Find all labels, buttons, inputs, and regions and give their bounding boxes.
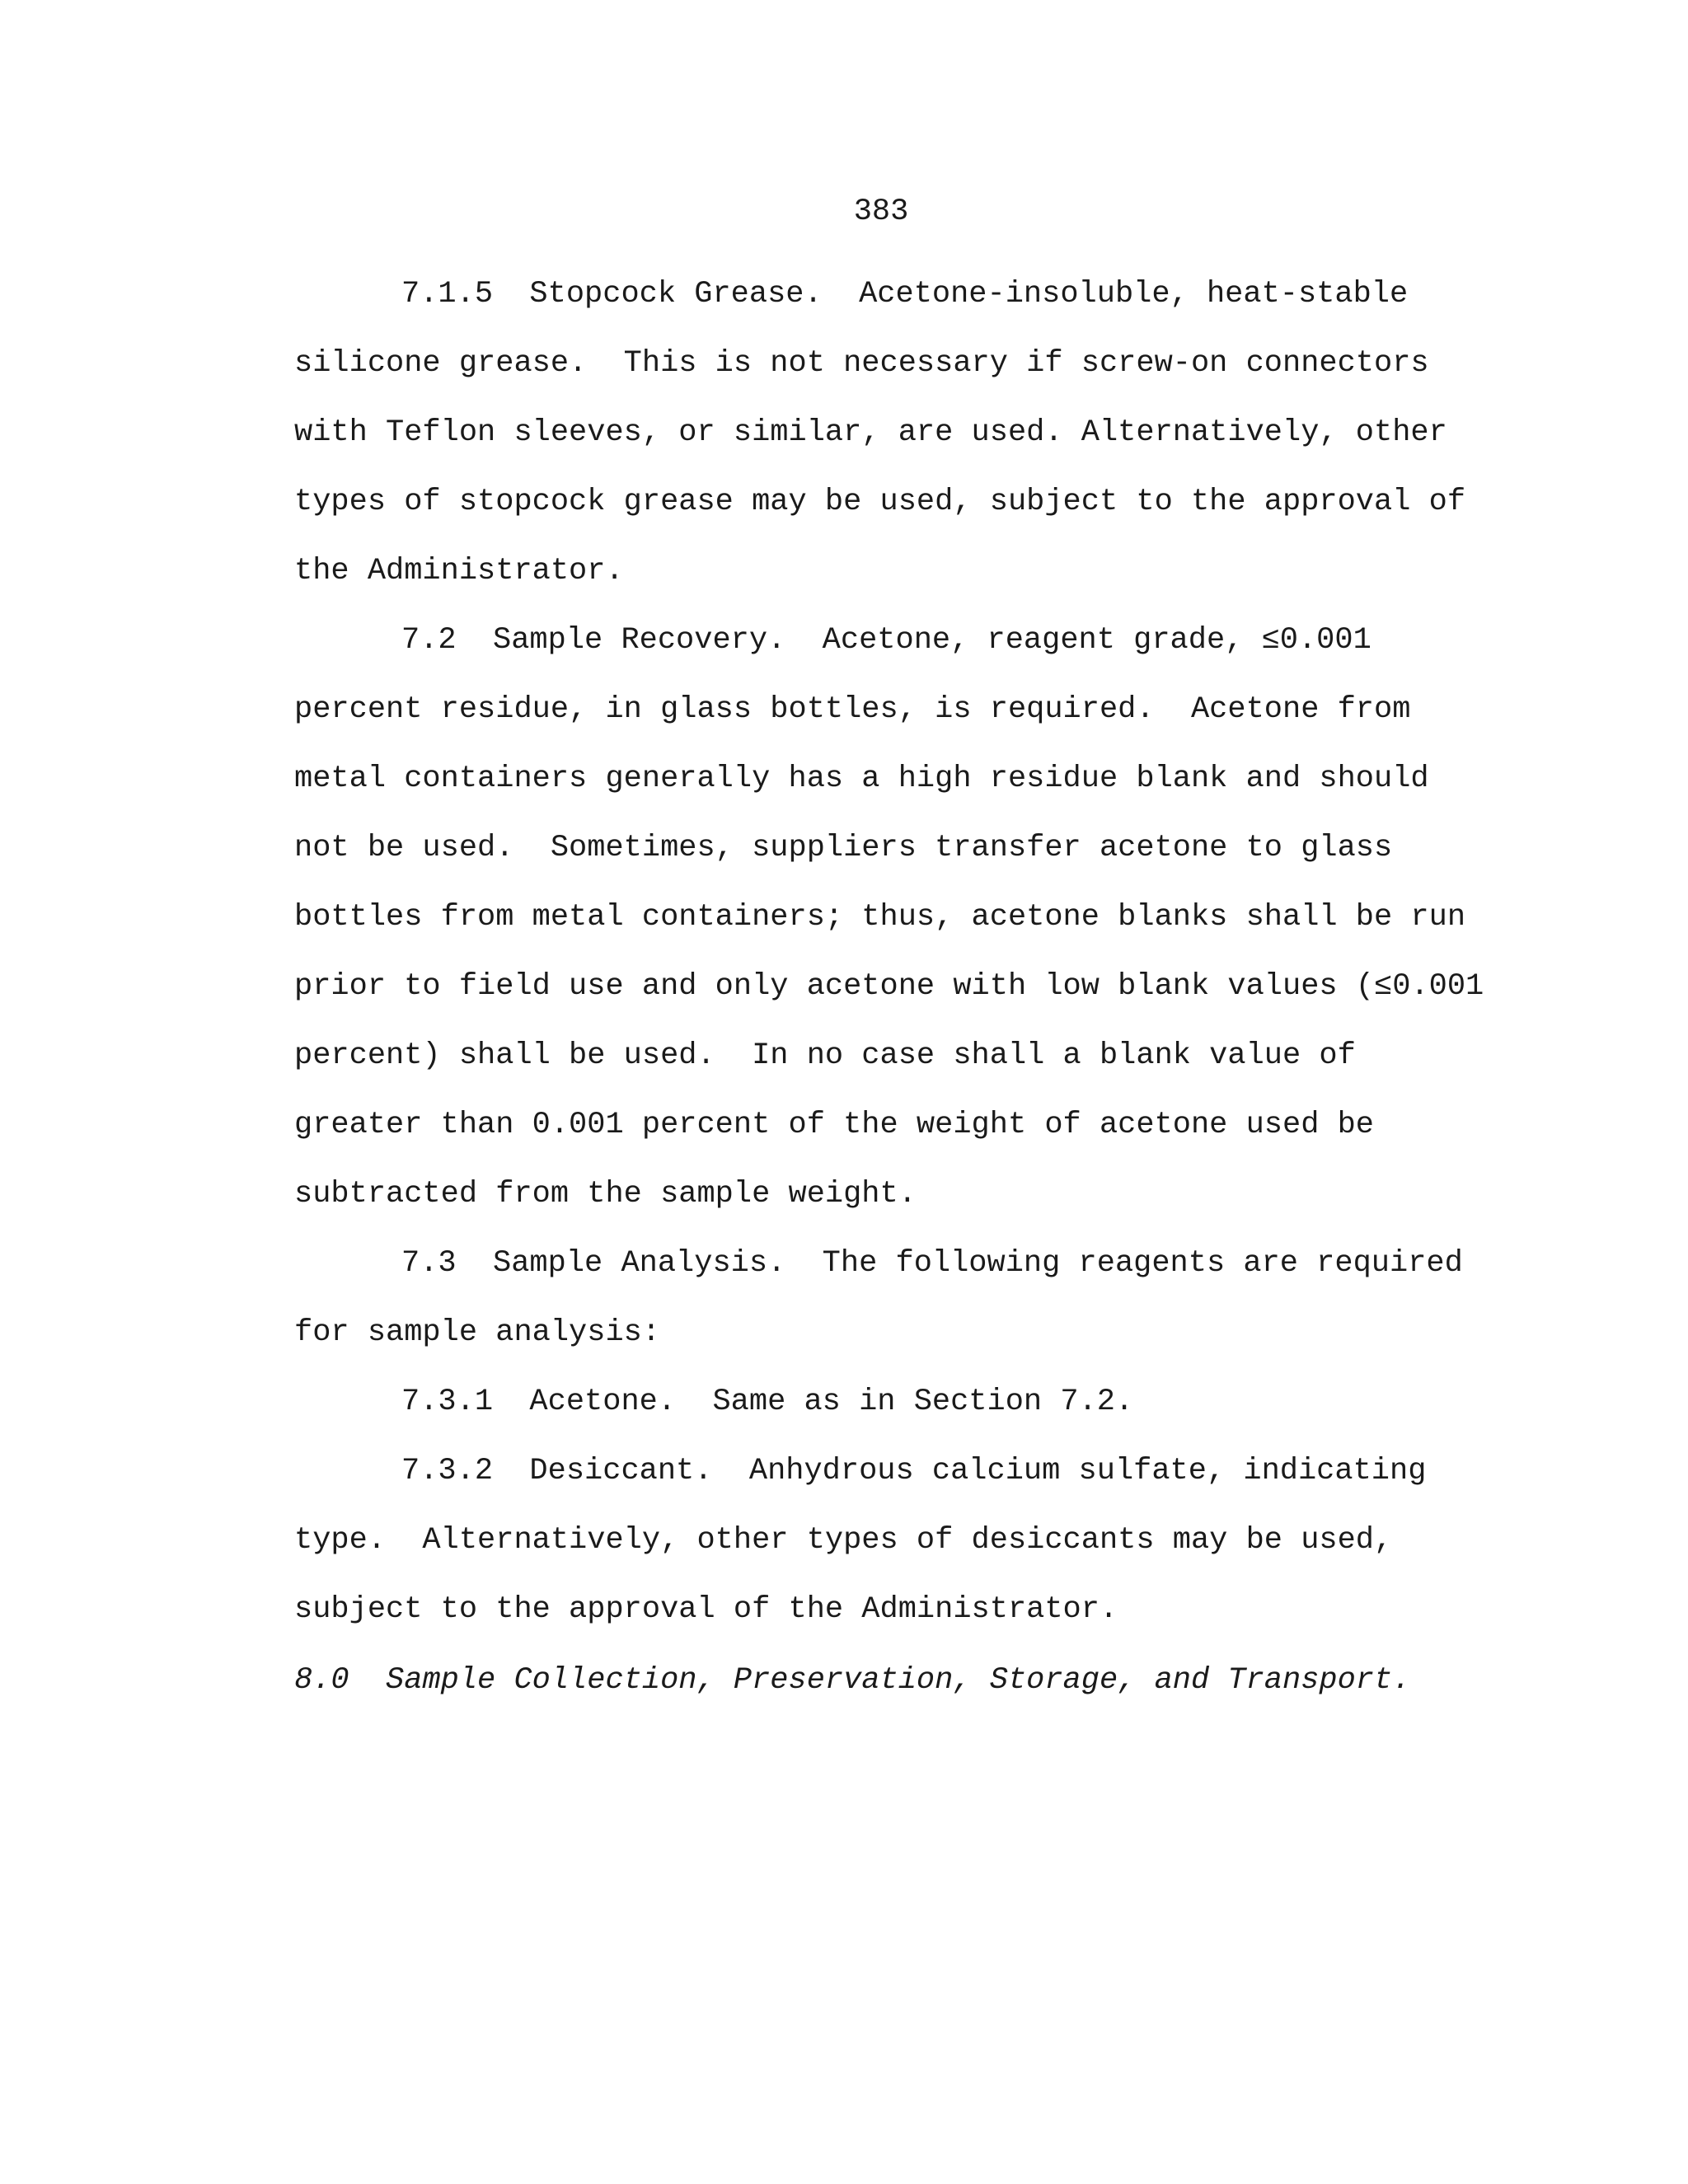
paragraph-7-2: 7.2 Sample Recovery. Acetone, reagent grade, ≤0.001 percent residue, in glass bottles, is required. Acetone from metal containers generally has a high residue blank and should not be used. Sometimes, suppliers transfer acetone to glass bottles from metal containers; thus, acetone blanks shall be run prior to field use and only acetone with low blank values (≤0.001 percent) shall be used. In no case shall a blank value of greater than 0.001 percent of the weight of acetone used be subtracted from the sample weight. [294, 623, 1503, 1212]
paragraph-7-3: 7.3 Sample Analysis. The following reagents are required for sample analysis: [294, 1246, 1482, 1350]
page-number: 383 [853, 194, 909, 229]
section-heading-8-0: 8.0 Sample Collection, Preservation, Storage, and Transport. [294, 1663, 1411, 1698]
paragraph-7-3-2: 7.3.2 Desiccant. Anhydrous calcium sulfate, indicating type. Alternatively, other types of desiccants may be used, subject to the approval of the Administrator. [294, 1454, 1445, 1627]
paragraph-7-3-1: 7.3.1 Acetone. Same as in Section 7.2. [401, 1385, 1134, 1419]
paragraph-7-1-5: 7.1.5 Stopcock Grease. Acetone-insoluble, heat-stable silicone grease. This is not necessary if screw-on connectors with Teflon sleeves, or similar, are used. Alternatively, other types of stopcock grease may be used, subject to the approval of the Administrator. [294, 277, 1484, 588]
document-body [294, 260, 1503, 1717]
